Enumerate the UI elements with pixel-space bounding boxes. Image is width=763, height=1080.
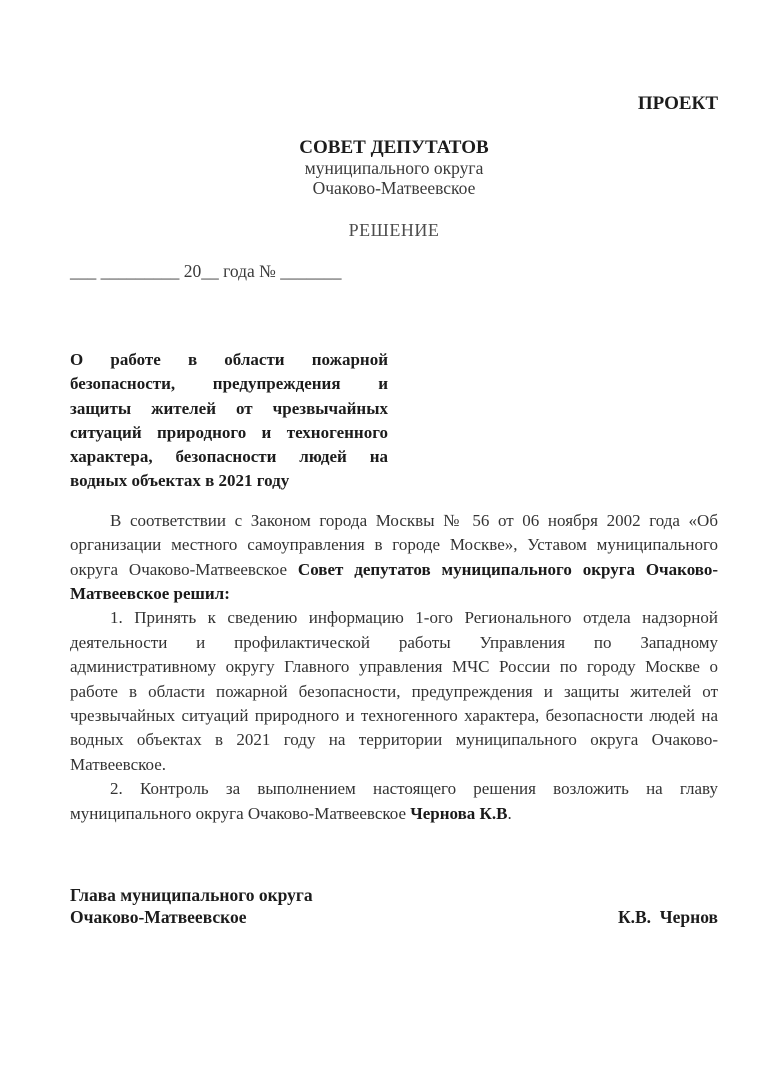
paragraph: 2. Контроль за выполнением настоящего решения возложить на главу муниципального округа Очаково-Матвеевское Чернова К.В. (70, 779, 718, 823)
paragraph: В соответствии с Законом города Москвы № 56 от 06 ноября 2002 года «Об организации местного самоуправления в городе Москве», Уставом муниципального округа Очаково-Матвеевское Совет депутатов муниципального округа Очаково-Матвеевское решил: (70, 510, 719, 603)
council-header (70, 137, 718, 198)
subject-line: водных объектах в 2021 году (70, 471, 290, 491)
signature-block (70, 884, 718, 928)
org-subtitle-2: Очаково-Матвеевское (312, 178, 476, 198)
signature-title-line2: Очаково-Матвеевское (70, 907, 247, 928)
date-number-line: ___ _________ 20__ года № _______ (70, 261, 342, 281)
body-paragraphs (70, 509, 718, 826)
org-name: СОВЕТ ДЕПУТАТОВ (299, 137, 489, 158)
signature-name: К.В. Чернов (617, 907, 718, 928)
document-type: РЕШЕНИЕ (348, 220, 440, 240)
subject-line: ситуаций природного и техногенного (70, 422, 388, 442)
subject-line: безопасности, предупреждения и (70, 374, 388, 394)
subject-line: О работе в области пожарной (70, 350, 388, 369)
subject-line: защиты жителей от чрезвычайных (70, 398, 388, 418)
subject-heading (70, 348, 388, 494)
org-subtitle-1: муниципального округа (304, 158, 484, 178)
signature-title-line1: Глава муниципального округа (70, 885, 313, 906)
paragraph: 1. Принять к сведению информацию 1-ого Регионального отдела надзорной деятельности и профилактической работы Управления по Западному административному округу Главного управления МЧС России по городу Москве о работе в области пожарной безопасности, предупреждения и защиты жителей от чрезвычайных ситуаций природного и техногенного характера, безопасности людей на водных объектах в 2021 году на территории муниципального округа Очаково-Матвеевское. (70, 608, 718, 774)
signature-title (70, 884, 313, 928)
draft-stamp: ПРОЕКТ (637, 93, 718, 114)
subject-line: характера, безопасности людей на (70, 447, 388, 467)
